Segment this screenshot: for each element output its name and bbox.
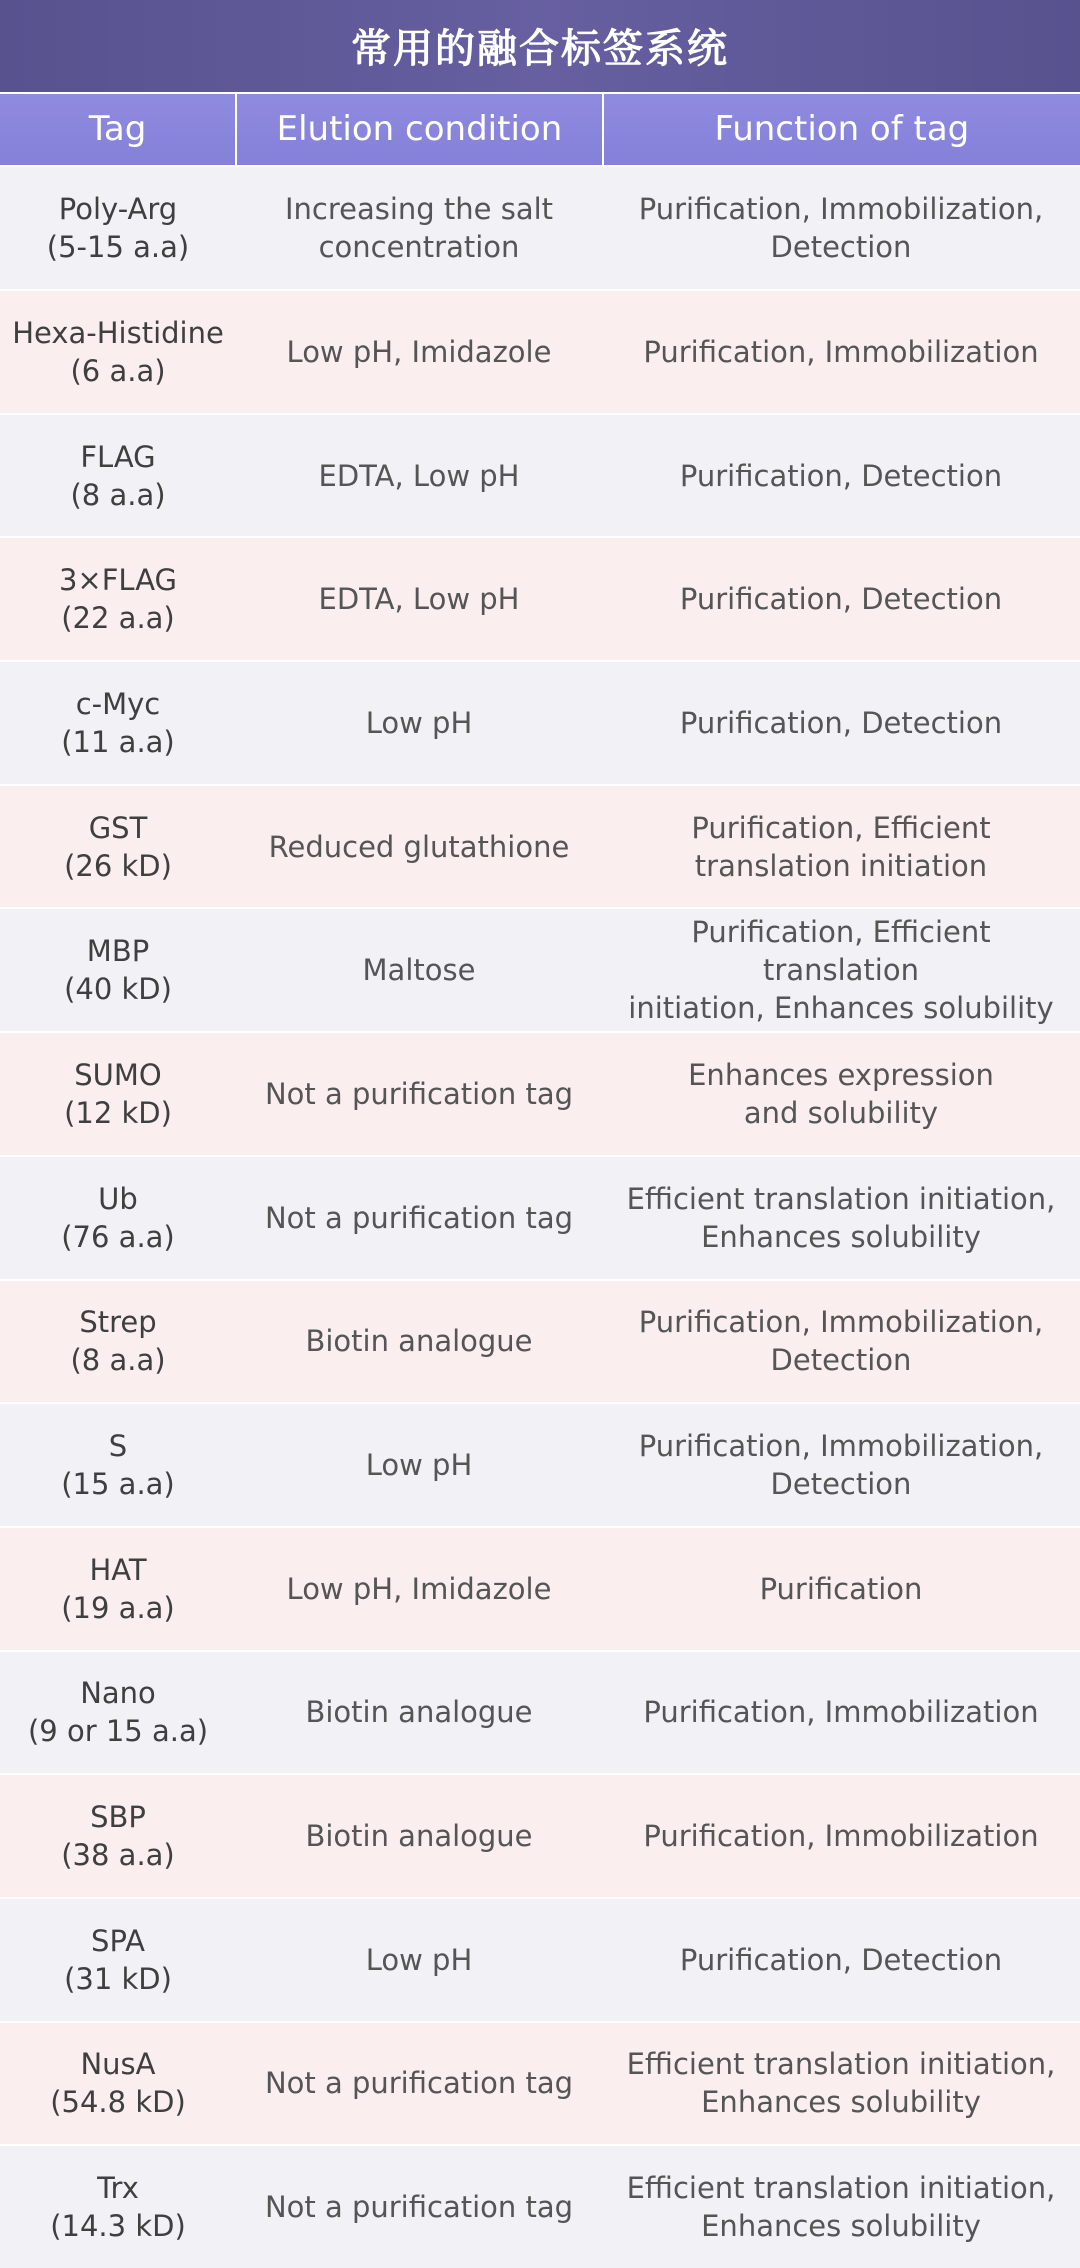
- elution-cell: Low pH, Imidazole: [286, 1571, 552, 1606]
- elution-cell: Not a purification tag: [264, 1076, 574, 1111]
- table-row: [0, 660, 1080, 784]
- elution-cell: Not a purification tag: [264, 2066, 574, 2101]
- table-row: [0, 1897, 1080, 2021]
- elution-cell: Low pH: [365, 705, 473, 740]
- table-row: [0, 2144, 1080, 2268]
- table-row: [0, 536, 1080, 660]
- tag-cell: FLAG (8 a.a): [70, 439, 166, 512]
- function-cell: Purification, Immobilization, Detection: [638, 192, 1044, 265]
- elution-cell: Not a purification tag: [264, 1200, 574, 1235]
- table-row: [0, 1279, 1080, 1403]
- elution-cell: Low pH: [365, 1942, 473, 1977]
- elution-cell: Reduced glutathione: [268, 829, 570, 864]
- tag-cell: Trx (14.3 kD): [50, 2171, 186, 2244]
- table-row: [0, 1526, 1080, 1650]
- function-cell: Purification, Detection: [679, 458, 1003, 493]
- table-row: [0, 1773, 1080, 1897]
- tag-cell: SBP (38 a.a): [61, 1800, 175, 1873]
- elution-cell: Low pH, Imidazole: [286, 334, 552, 369]
- function-cell: Purification, Immobilization, Detection: [638, 1429, 1044, 1502]
- tag-cell: S (15 a.a): [61, 1429, 175, 1502]
- tag-cell: NusA (54.8 kD): [50, 2047, 186, 2120]
- elution-cell: Biotin analogue: [305, 1324, 533, 1359]
- function-cell: Purification: [759, 1571, 923, 1606]
- tag-cell: c-Myc (11 a.a): [61, 686, 175, 759]
- function-cell: Purification, Efficient translation initiation: [691, 810, 991, 883]
- table-row: [0, 289, 1080, 413]
- tag-cell: Strep (8 a.a): [70, 1305, 166, 1378]
- elution-cell: EDTA, Low pH: [318, 458, 520, 493]
- function-cell: Efficient translation initiation, Enhances solubility: [626, 2047, 1056, 2120]
- table-row: [0, 1155, 1080, 1279]
- elution-cell: Increasing the salt concentration: [284, 192, 554, 265]
- elution-cell: Low pH: [365, 1448, 473, 1483]
- elution-cell: Biotin analogue: [305, 1695, 533, 1730]
- function-cell: Purification, Detection: [679, 582, 1003, 617]
- table-row: [0, 413, 1080, 537]
- tag-cell: MBP (40 kD): [64, 934, 172, 1007]
- table-row: [0, 165, 1080, 289]
- function-cell: Purification, Detection: [679, 705, 1003, 740]
- function-cell: Purification, Immobilization, Detection: [638, 1305, 1044, 1378]
- function-cell: Purification, Detection: [679, 1942, 1003, 1977]
- table-row: [0, 1031, 1080, 1155]
- header-tag: Tag: [0, 94, 237, 166]
- header-elution-condition: Elution condition: [237, 94, 604, 166]
- tag-cell: SPA (31 kD): [64, 1923, 172, 1996]
- function-cell: Purification, Efficient translation initiation, Enhances solubility: [628, 915, 1054, 1026]
- elution-cell: EDTA, Low pH: [318, 582, 520, 617]
- table-row: [0, 1650, 1080, 1774]
- tag-cell: SUMO (12 kD): [64, 1057, 172, 1130]
- table-row: [0, 1402, 1080, 1526]
- elution-cell: Biotin analogue: [305, 1819, 533, 1854]
- elution-cell: Maltose: [362, 953, 476, 988]
- tag-cell: Poly-Arg (5-15 a.a): [46, 192, 190, 265]
- function-cell: Purification, Immobilization: [643, 1819, 1039, 1854]
- table-body: [0, 165, 1080, 2268]
- header-function-of-tag: Function of tag: [714, 109, 970, 150]
- table-row: [0, 2021, 1080, 2145]
- elution-cell: Not a purification tag: [264, 2190, 574, 2225]
- tag-cell: Nano (9 or 15 a.a): [27, 1676, 209, 1749]
- table-title: 常用的融合标签系统: [0, 0, 1080, 92]
- tag-cell: 3×FLAG (22 a.a): [58, 563, 178, 636]
- tag-cell: Ub (76 a.a): [61, 1181, 175, 1254]
- table-row: [0, 907, 1080, 1031]
- function-cell: Purification, Immobilization: [643, 334, 1039, 369]
- function-cell: Efficient translation initiation, Enhances solubility: [626, 2171, 1056, 2244]
- tag-cell: Hexa-Histidine (6 a.a): [12, 315, 224, 388]
- function-cell: Purification, Immobilization: [643, 1695, 1039, 1730]
- function-cell: Efficient translation initiation, Enhances solubility: [626, 1181, 1056, 1254]
- table-header-row: [0, 92, 1080, 166]
- tag-cell: HAT (19 a.a): [61, 1552, 175, 1625]
- tag-cell: GST (26 kD): [64, 810, 172, 883]
- function-cell: Enhances expression and solubility: [688, 1057, 994, 1130]
- table-row: [0, 784, 1080, 908]
